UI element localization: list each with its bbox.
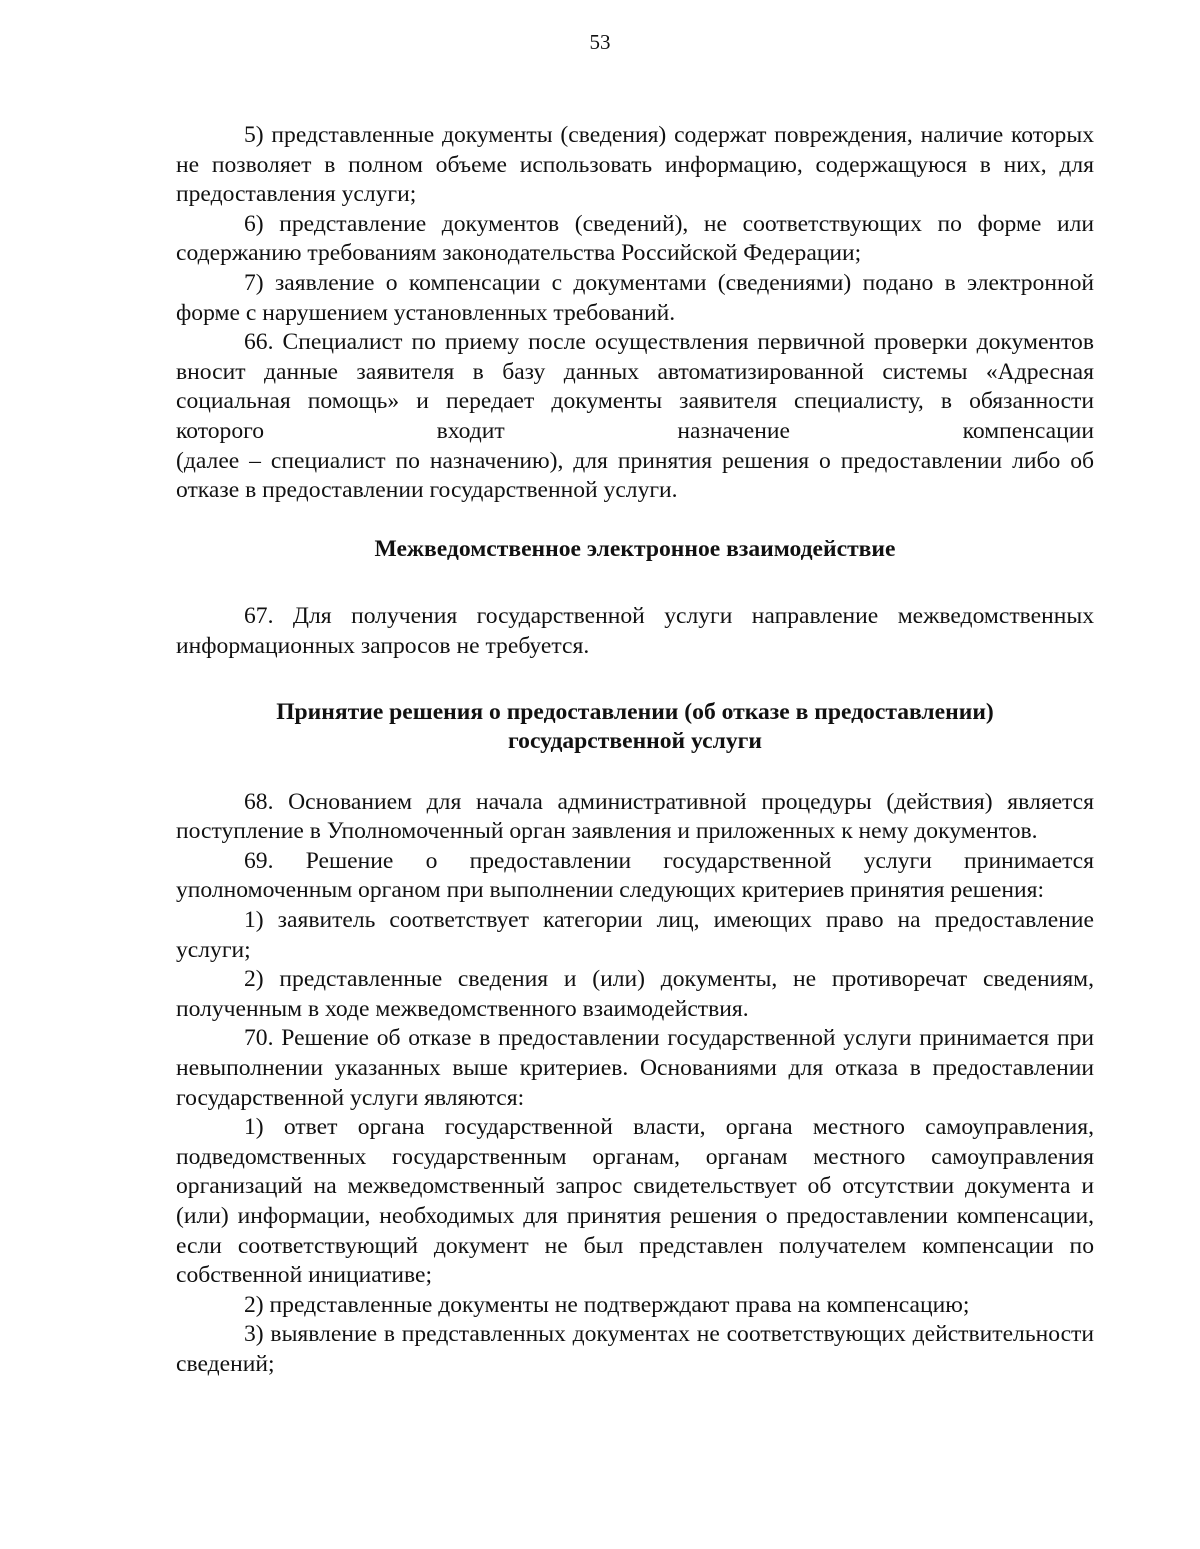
page-number: 53 <box>589 30 611 54</box>
paragraph-67: 67. Для получения государственной услуги направление межведомственных информационных запросов не требуется. <box>176 603 1094 659</box>
list-item-7: 7) заявление о компенсации с документами (сведениями) подано в электронной форме с нарушением установленных требований. <box>176 269 1094 326</box>
list-item-6: 6) представление документов (сведений), не соответствующих по форме или содержанию требованиям законодательства Российской Федерации; <box>176 210 1094 267</box>
paragraph-69: 69. Решение о предоставлении государственной услуги принимается уполномоченным органом при выполнении следующих критериев принятия решения: <box>176 847 1094 904</box>
list-item-70-3: 3) выявление в представленных документах не соответствующих действительности сведений; <box>176 1321 1094 1377</box>
document-body <box>176 121 1094 1380</box>
section-heading-decision-line1: Принятие решения о предоставлении (об отказе в предоставлении) <box>276 698 994 725</box>
list-item-5: 5) представленные документы (сведения) содержат повреждения, наличие которых не позволяет в полном объеме использовать информацию, содержащуюся в них, для предоставления услуги; <box>176 122 1094 208</box>
list-item-70-1: 1) ответ органа государственной власти, органа местного самоуправления, подведомственных государственным органам, органам местного самоуправления организаций на межведомственный запрос свидетельствует об отсутствии документа и (или) информации, необходимых для принятия решения о предоставлении компенсации, если соответствующий документ не был представлен получателем компенсации по собственной инициативе; <box>176 1114 1094 1289</box>
paragraph-66-continued: (далее – специалист по назначению), для принятия решения о предоставлении либо об отказе в предоставлении государственной услуги. <box>176 447 1094 504</box>
paragraph-70: 70. Решение об отказе в предоставлении государственной услуги принимается при невыполнении указанных выше критериев. Основаниями для отказа в предоставлении государственной услуги являются: <box>176 1025 1094 1111</box>
list-item-69-2: 2) представленные сведения и (или) документы, не противоречат сведениям, полученным в ходе межведомственного взаимодействия. <box>176 966 1094 1022</box>
section-heading-interagency: Межведомственное электронное взаимодействие <box>374 535 896 562</box>
section-heading-decision-line2: государственной услуги <box>508 728 762 755</box>
paragraph-66: 66. Специалист по приему после осуществления первичной проверки документов вносит данные заявителя в базу данных автоматизированной системы «Адресная социальная помощь» и передает документы заявителя специалисту, в обязанности которого входит назначение компенсации <box>176 329 1094 444</box>
list-item-70-2: 2) представленные документы не подтверждают права на компенсацию; <box>244 1291 970 1318</box>
section-heading-decision <box>176 698 1094 757</box>
paragraph-68: 68. Основанием для начала административной процедуры (действия) является поступление в Уполномоченный орган заявления и приложенных к нему документов. <box>176 788 1094 845</box>
list-item-69-1: 1) заявитель соответствует категории лиц, имеющих право на предоставление услуги; <box>176 907 1094 963</box>
